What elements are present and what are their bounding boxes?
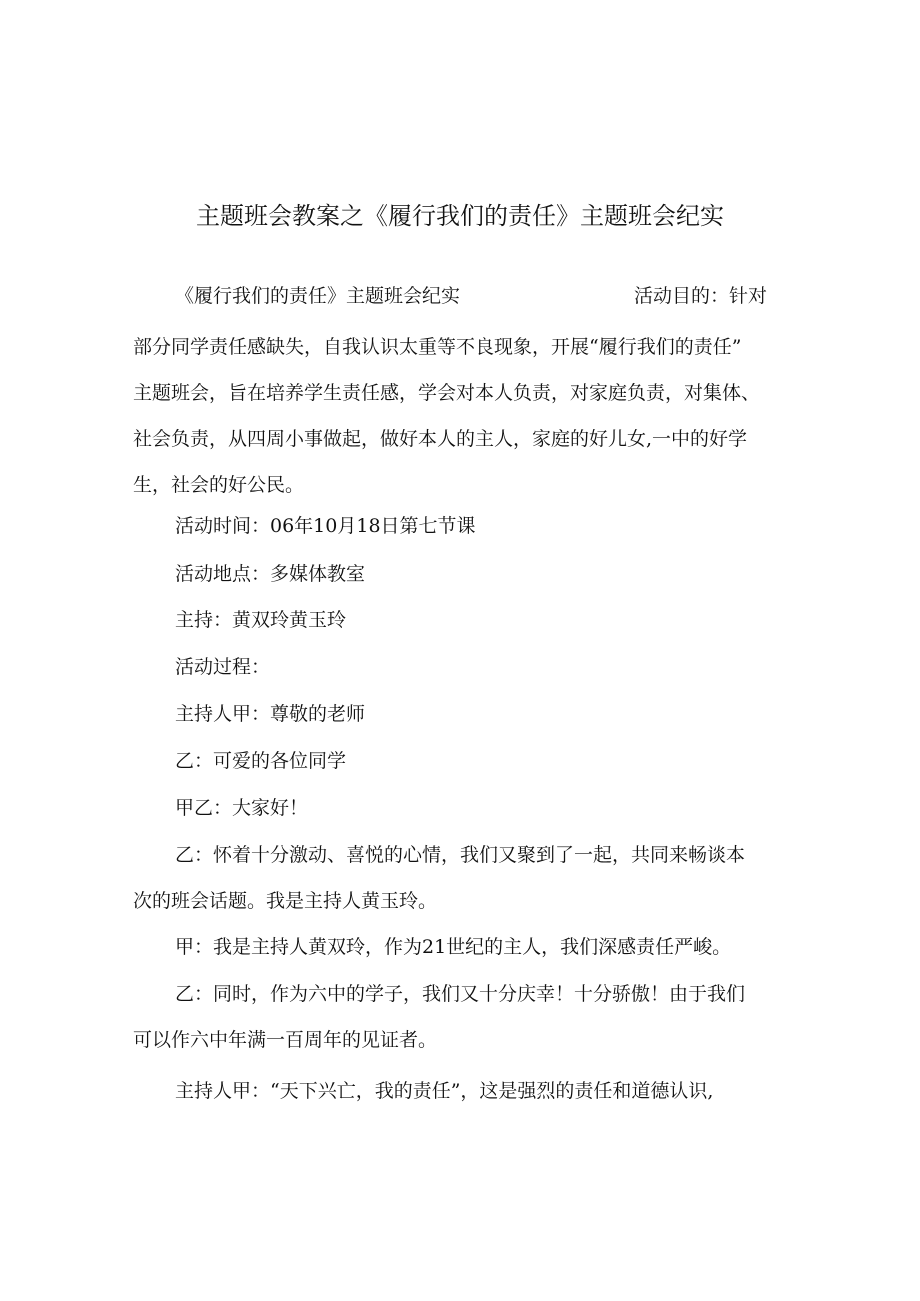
dialogue-line: 甲乙：大家好！ — [175, 797, 309, 819]
document-title: 主题班会教案之《履行我们的责任》主题班会纪实 — [196, 202, 724, 230]
purpose-label: 活动目的：针对 — [634, 285, 768, 307]
activity-place: 活动地点：多媒体教室 — [175, 563, 366, 585]
purpose-line: 主题班会，旨在培养学生责任感，学会对本人负责，对家庭负责，对集体、 — [133, 382, 761, 404]
activity-process-label: 活动过程： — [175, 656, 271, 678]
purpose-line: 生，社会的好公民。 — [133, 474, 305, 496]
dialogue-line: 乙：怀着十分激动、喜悦的心情，我们又聚到了一起，共同来畅谈本 — [175, 844, 746, 866]
dialogue-line: 乙：同时，作为六中的学子，我们又十分庆幸！十分骄傲！由于我们 — [175, 983, 746, 1005]
intro-title-text: 《履行我们的责任》主题班会纪实 — [175, 285, 461, 307]
dialogue-line: 甲：我是主持人黄双玲，作为21世纪的主人，我们深感责任严峻。 — [175, 936, 732, 958]
activity-time: 活动时间：06年10月18日第七节课 — [175, 515, 476, 537]
dialogue-line-continued: 可以作六中年满一百周年的见证者。 — [133, 1029, 438, 1051]
purpose-line: 部分同学责任感缺失，自我认识太重等不良现象，开展“履行我们的责任” — [133, 336, 742, 358]
dialogue-line: 主持人甲：尊敬的老师 — [175, 703, 366, 725]
dialogue-line: 乙：可爱的各位同学 — [175, 750, 347, 772]
dialogue-line: 主持人甲：“天下兴亡，我的责任”，这是强烈的责任和道德认识, — [175, 1080, 714, 1102]
purpose-paragraph — [133, 324, 805, 508]
activity-host: 主持：黄双玲黄玉玲 — [175, 609, 347, 631]
purpose-line: 社会负责，从四周小事做起，做好本人的主人，家庭的好儿女,一中的好学 — [133, 428, 748, 450]
dialogue-line-continued: 次的班会话题。我是主持人黄玉玲。 — [133, 890, 438, 912]
